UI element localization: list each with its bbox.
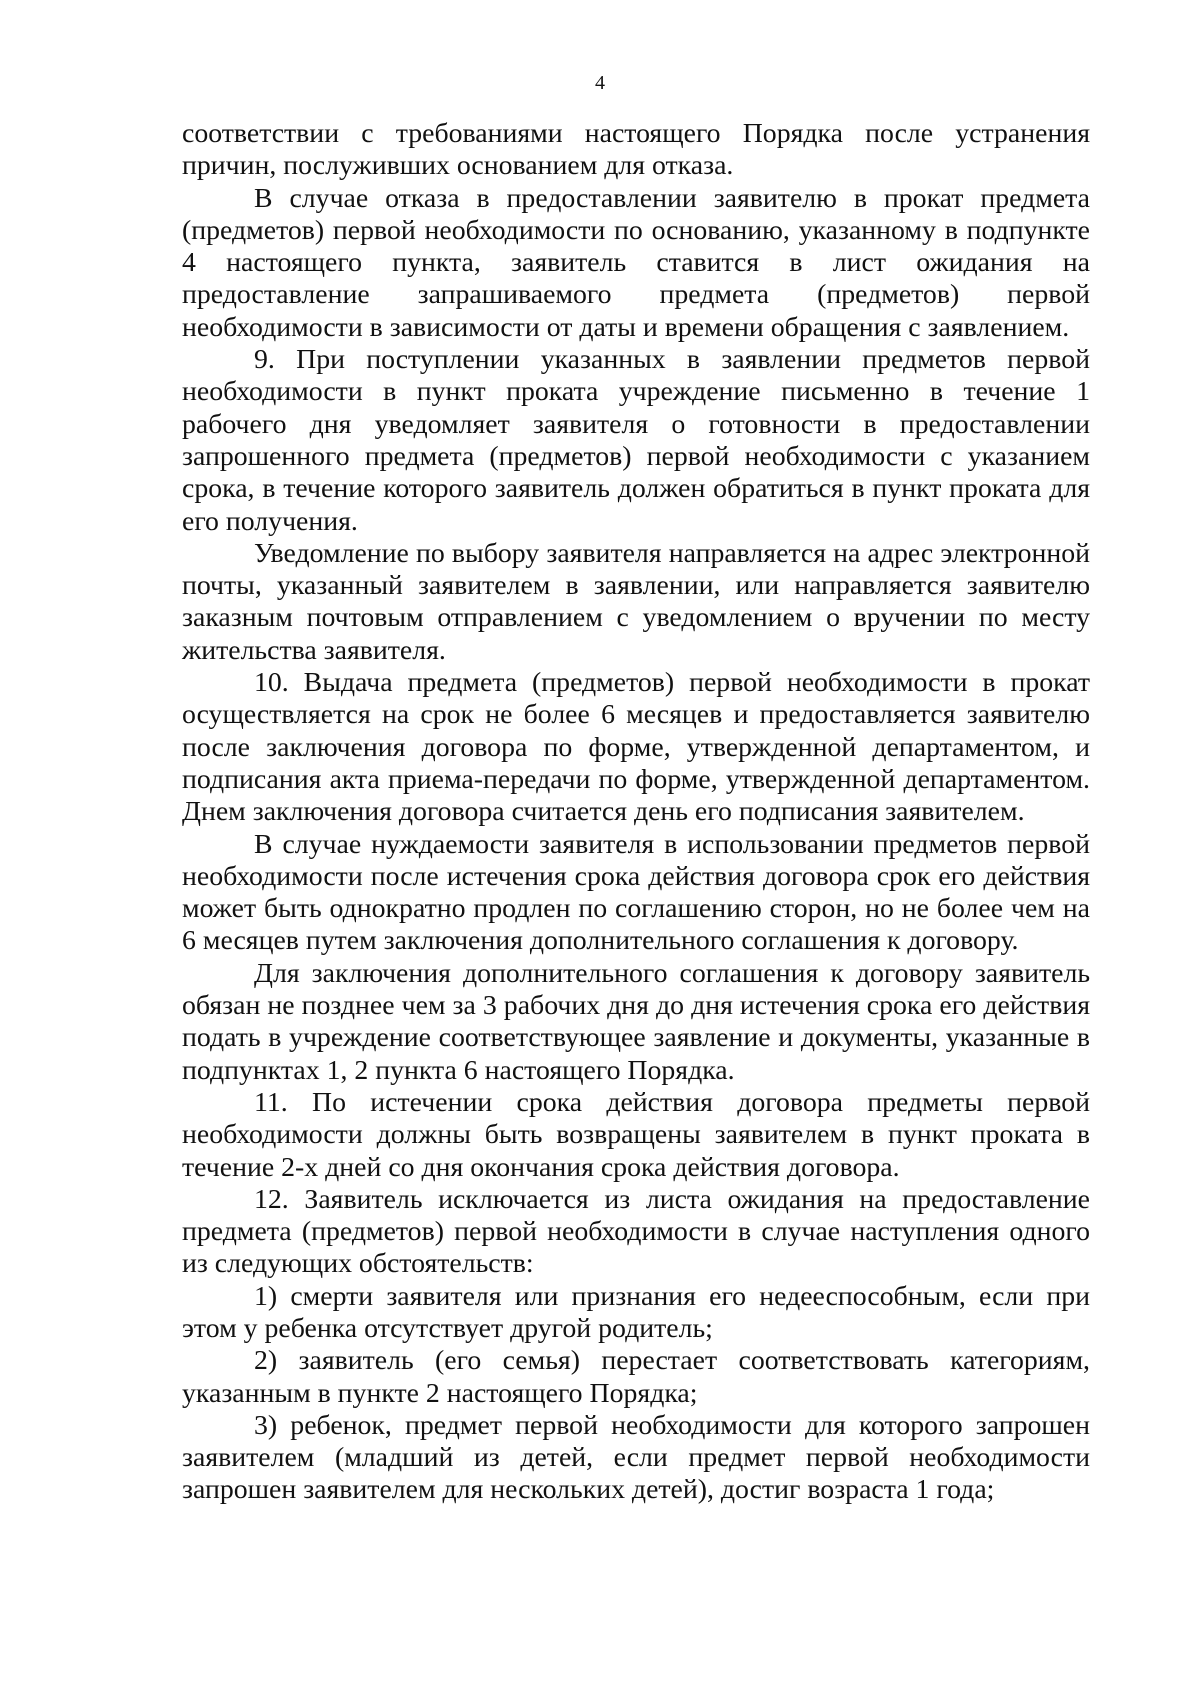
paragraph-continuation: соответствии с требованиями настоящего Порядка после устранения причин, послуживших основанием для отказа. [182, 118, 1090, 182]
list-item-2: 2) заявитель (его семья) перестает соответствовать категориям, указанным в пункте 2 настоящего Порядка; [182, 1345, 1090, 1409]
paragraph-refusal-waiting-list: В случае отказа в предоставлении заявителю в прокат предмета (предметов) первой необходимости по основанию, указанному в подпункте 4 настоящего пункта, заявитель ставится в лист ожидания на предоставление запрашиваемого предмета (предметов) первой необходимости в зависимости от даты и времени обращения с заявлением. [182, 182, 1090, 343]
paragraph-extension: В случае нуждаемости заявителя в использовании предметов первой необходимости после истечения срока действия договора срок его действия может быть однократно продлен по соглашению сторон, но не более чем на 6 месяцев путем заключения дополнительного соглашения к договору. [182, 828, 1090, 957]
list-item-1: 1) смерти заявителя или признания его недееспособным, если при этом у ребенка отсутствует другой родитель; [182, 1280, 1090, 1344]
page-number: 4 [595, 72, 605, 94]
paragraph-item-12: 12. Заявитель исключается из листа ожидания на предоставление предмета (предметов) первой необходимости в случае наступления одного из следующих обстоятельств: [182, 1183, 1090, 1280]
document-body [182, 118, 1090, 1507]
paragraph-item-11: 11. По истечении срока действия договора предметы первой необходимости должны быть возвращены заявителем в пункт проката в течение 2-х дней со дня окончания срока действия договора. [182, 1086, 1090, 1183]
paragraph-item-9: 9. При поступлении указанных в заявлении предметов первой необходимости в пункт проката учреждение письменно в течение 1 рабочего дня уведомляет заявителя о готовности в предоставлении запрошенного предмета (предметов) первой необходимости с указанием срока, в течение которого заявитель должен обратиться в пункт проката для его получения. [182, 344, 1090, 537]
paragraph-item-10: 10. Выдача предмета (предметов) первой необходимости в прокат осуществляется на срок не более 6 месяцев и предоставляется заявителю после заключения договора по форме, утвержденной департаментом, и подписания акта приема-передачи по форме, утвержденной департаментом. Днем заключения договора считается день его подписания заявителем. [182, 667, 1090, 828]
list-item-3: 3) ребенок, предмет первой необходимости для которого запрошен заявителем (младший из детей, если предмет первой необходимости запрошен заявителем для нескольких детей), достиг возраста 1 года; [182, 1409, 1090, 1506]
paragraph-additional-agreement: Для заключения дополнительного соглашения к договору заявитель обязан не позднее чем за 3 рабочих дня до дня истечения срока его действия подать в учреждение соответствующее заявление и документы, указанные в подпунктах 1, 2 пункта 6 настоящего Порядка. [182, 957, 1090, 1086]
paragraph-notification: Уведомление по выбору заявителя направляется на адрес электронной почты, указанный заявителем в заявлении, или направляется заявителю заказным почтовым отправлением с уведомлением о вручении по месту жительства заявителя. [182, 537, 1090, 666]
